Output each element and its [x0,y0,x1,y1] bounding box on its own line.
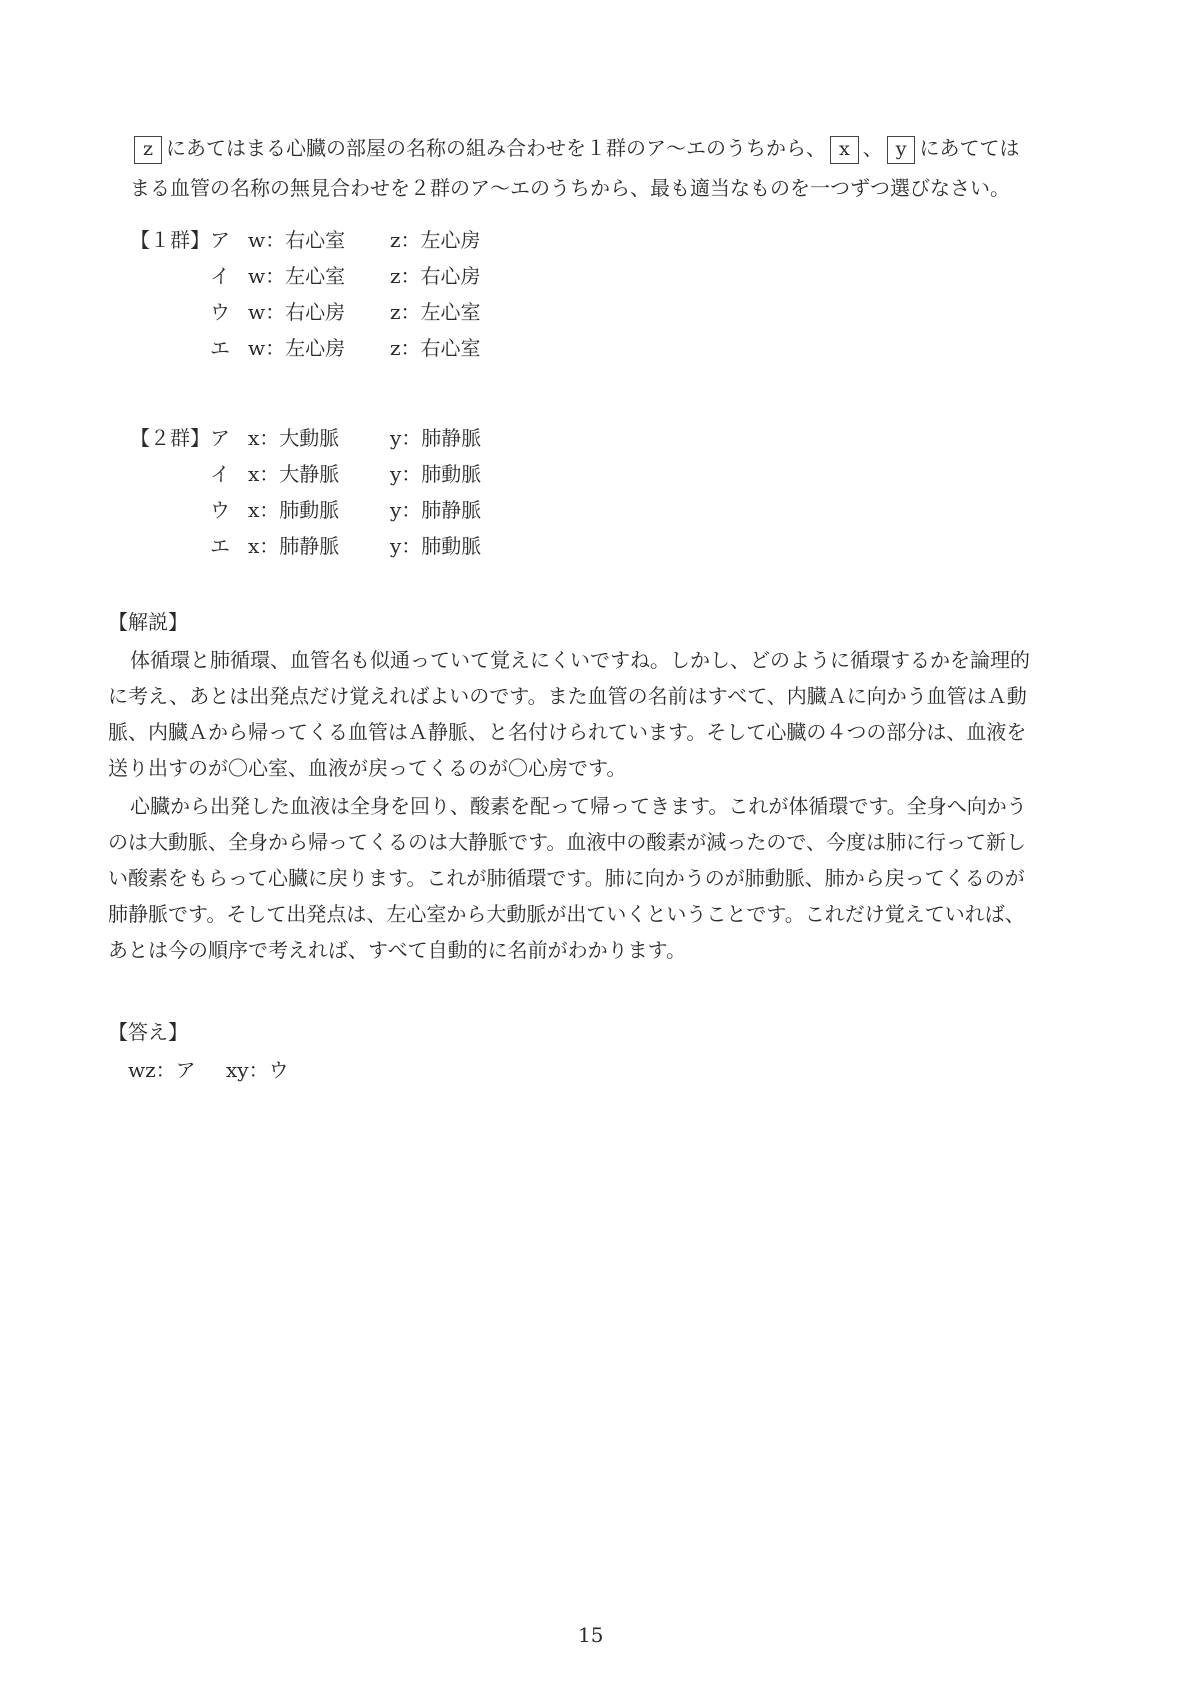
intro-line-1 [130,128,1100,168]
blank-box-x: x [830,136,859,164]
paragraph-line: い酸素をもらって心臓に戻ります。これが肺循環です。肺に向かうのが肺動脈、肺から戻ってくるのが [108,866,1025,890]
blank-box-y: y [887,136,916,164]
answer-wz: wz：ア [128,1058,196,1082]
option-kana: イ [210,462,230,486]
option-right: z：右心室 [390,336,481,360]
group-2-option [130,456,650,492]
intro-sep: 、 [862,136,883,160]
option-kana: ア [210,228,230,252]
group-2 [130,420,650,564]
paragraph-line: に考え、あとは出発点だけ覚えればよいのです。また血管の名前はすべて、内臓Ａに向かう血管はＡ動 [108,684,1027,708]
group-2-option [130,528,650,564]
option-left: x：大動脈 [248,426,340,450]
paragraph-line: あとは今の順序で考えれば、すべて自動的に名前がわかります。 [108,938,686,962]
option-right: y：肺動脈 [390,534,482,558]
question-intro [130,128,1100,208]
option-right: z：右心房 [390,264,481,288]
intro-text-a: にあてはまる心臓の部屋の名称の組み合わせを１群のア～エのうちから、 [166,136,827,160]
group-1 [130,222,650,366]
option-kana: イ [210,264,230,288]
option-left: w：左心室 [248,264,346,288]
answer-line [128,1052,313,1088]
paragraph-line: 心臓から出発した血液は全身を回り、酸素を配って帰ってきます。これが体循環です。全身へ向かう [130,794,1027,818]
paragraph-line: 体循環と肺循環、血管名も似通っていて覚えにくいですね。しかし、どのように循環するかを論理的 [130,648,1030,672]
group-2-option [130,420,650,456]
option-left: x：大静脈 [248,462,340,486]
page-number: 15 [578,1623,604,1647]
intro-line-2: まる血管の名称の無見合わせを２群のア～エのうちから、最も適当なものを一つずつ選びなさい。 [130,176,1010,200]
group-1-label: 【１群】 [130,228,210,252]
explanation-heading: 【解説】 [108,610,188,634]
paragraph-line: 脈、内臓Ａから帰ってくる血管はＡ静脈、と名付けられています。そして心臓の４つの部分は、血液を [108,720,1027,744]
option-left: w：右心室 [248,228,346,252]
option-left: x：肺動脈 [248,498,340,522]
answer-xy: xy：ウ [226,1058,289,1082]
option-left: x：肺静脈 [248,534,340,558]
option-kana: ウ [210,300,230,324]
option-right: y：肺静脈 [390,426,482,450]
option-left: w：左心房 [248,336,346,360]
group-1-option [130,258,650,294]
group-1-option [130,222,650,258]
paragraph-line: 肺静脈です。そして出発点は、左心室から大動脈が出ていくということです。これだけ覚えていれば、 [108,902,1025,926]
group-1-option [130,294,650,330]
intro-text-b: にあてては [919,136,1020,160]
group-2-option [130,492,650,528]
option-kana: ウ [210,498,230,522]
option-left: w：右心房 [248,300,346,324]
option-right: y：肺動脈 [390,462,482,486]
paragraph-line: 送り出すのが〇心室、血液が戻ってくるのが〇心房です。 [108,756,627,780]
option-kana: ア [210,426,230,450]
option-right: y：肺静脈 [390,498,482,522]
answer-heading: 【答え】 [108,1020,188,1044]
explanation-paragraph-1 [108,642,1098,786]
explanation-paragraph-2 [108,788,1098,968]
group-1-option [130,330,650,366]
option-kana: エ [210,336,230,360]
paragraph-line: のは大動脈、全身から帰ってくるのは大静脈です。血液中の酸素が減ったので、今度は肺に行って新し [108,830,1026,854]
option-right: z：左心室 [390,300,481,324]
blank-box-z: z [134,136,162,164]
option-kana: エ [210,534,230,558]
option-right: z：左心房 [390,228,481,252]
group-2-label: 【２群】 [130,426,210,450]
